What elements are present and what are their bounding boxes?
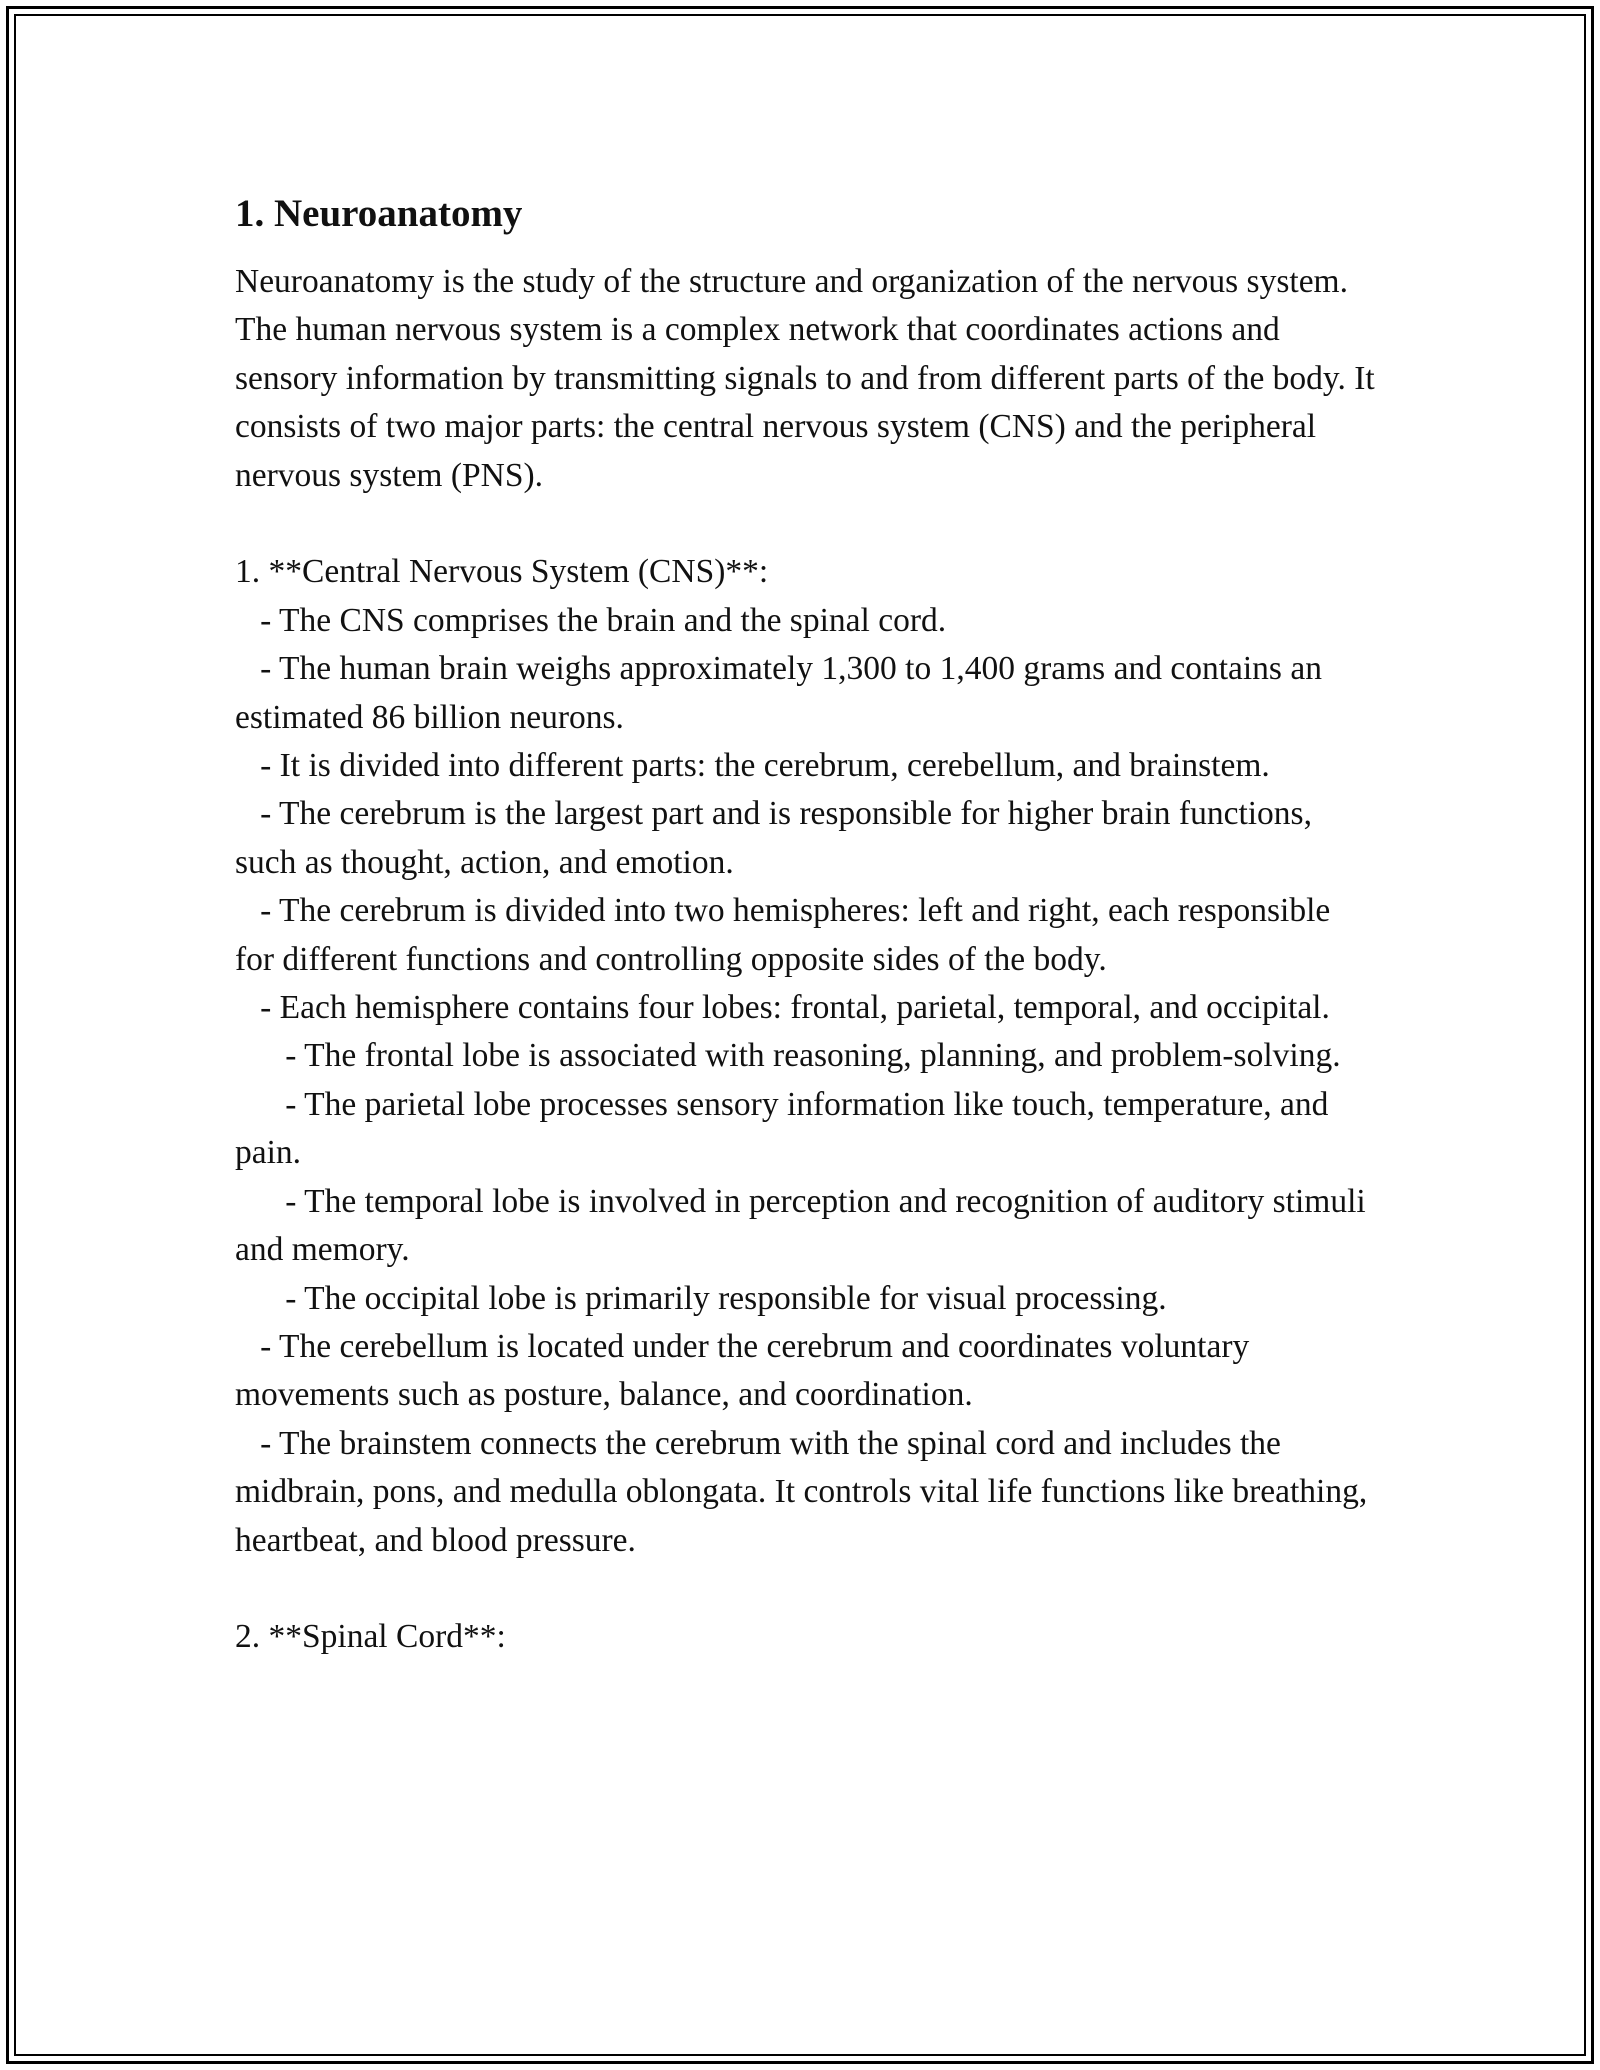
lobe-item: - The frontal lobe is associated with reasoning, planning, and problem-solving. <box>235 1037 1341 1075</box>
paragraph-gap <box>235 1565 1375 1613</box>
cns-item: - The cerebrum is the largest part and is responsible for higher brain functions, such as thought, action, and emotion. <box>235 795 1321 881</box>
cns-item: - The cerebellum is located under the cerebrum and coordinates voluntary movements such as posture, balance, and coordination. <box>235 1327 1258 1414</box>
cns-item: - The cerebrum is divided into two hemispheres: left and right, each responsible for different functions and controlling opposite sides of the body. <box>235 892 1339 978</box>
lobe-item: - The occipital lobe is primarily responsible for visual processing. <box>235 1279 1167 1317</box>
cns-title: 1. **Central Nervous System (CNS)**: <box>235 553 769 591</box>
lobe-item: - The parietal lobe processes sensory information like touch, temperature, and pain. <box>235 1085 1337 1172</box>
cns-item: - The brainstem connects the cerebrum with the spinal cord and includes the midbrain, pons, and medulla oblongata. It controls vital life functions like breathing, heartbeat, and blood pressure. <box>235 1424 1376 1559</box>
spinal-cord-title: 2. **Spinal Cord**: <box>235 1618 506 1656</box>
cns-item: - The CNS comprises the brain and the spinal cord. <box>235 601 947 639</box>
paragraph-gap <box>235 500 1375 548</box>
intro-paragraph: Neuroanatomy is the study of the structure and organization of the nervous system. The human nervous system is a complex network that coordinates actions and sensory information by transmitting signals to and from different parts of the body. It consists of two major parts: the central nervous system (CNS) and the peripheral nervous system (PNS). <box>235 263 1384 494</box>
document-body <box>235 186 1384 1662</box>
section-heading: 1. Neuroanatomy <box>235 192 523 235</box>
cns-item: - Each hemisphere contains four lobes: frontal, parietal, temporal, and occipital. <box>235 989 1330 1027</box>
lobe-item: - The temporal lobe is involved in perception and recognition of auditory stimuli and memory. <box>235 1182 1375 1269</box>
cns-item: - It is divided into different parts: the cerebrum, cerebellum, and brainstem. <box>235 747 1270 785</box>
cns-item: - The human brain weighs approximately 1,300 to 1,400 grams and contains an estimated 86 billion neurons. <box>235 650 1331 736</box>
